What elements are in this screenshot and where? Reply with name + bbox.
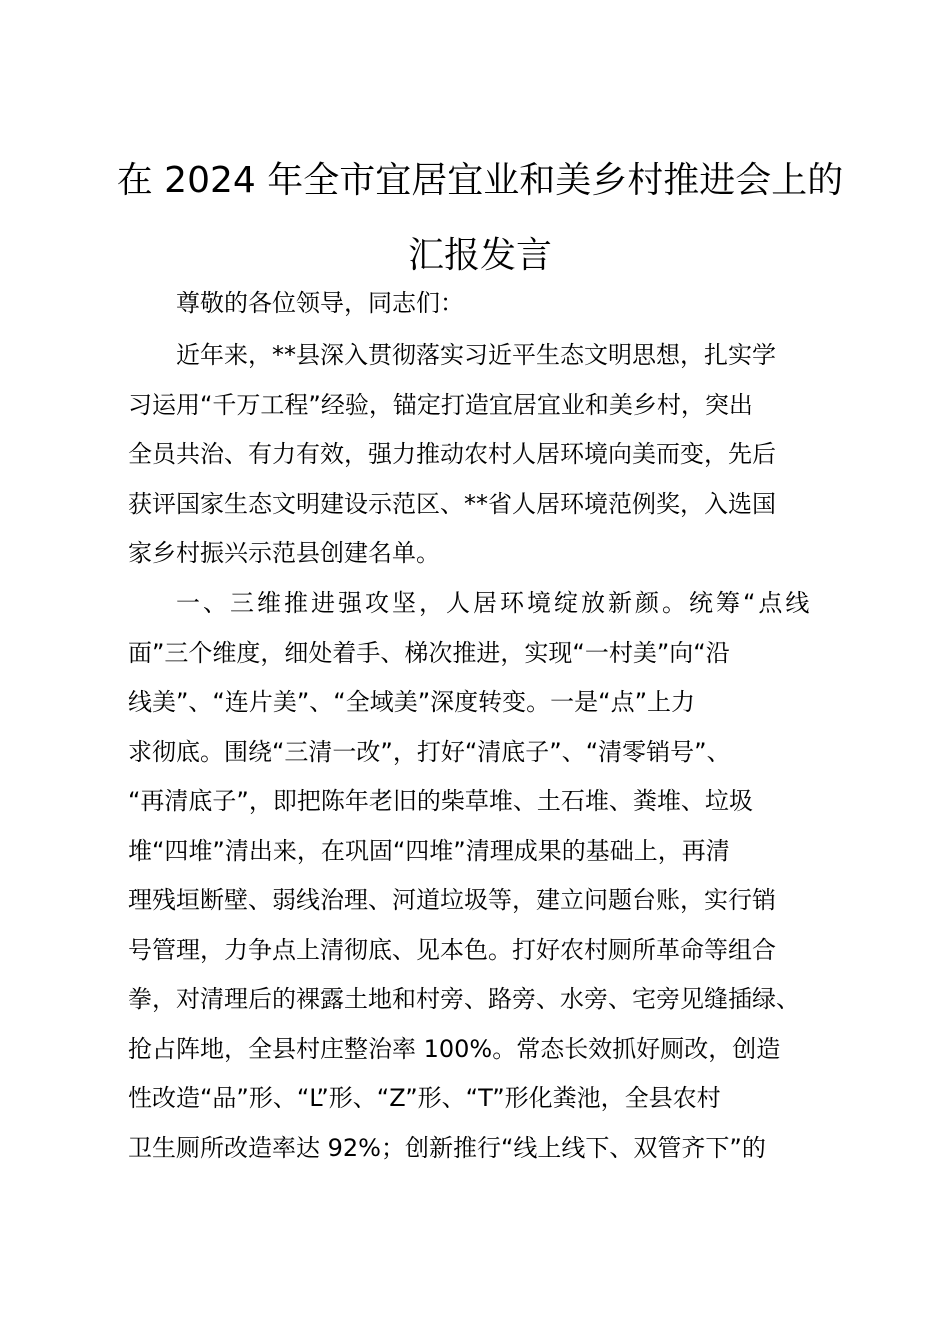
document-title-line-2: 汇报发言 [407, 235, 552, 276]
paragraph-line: 拳，对清理后的裸露土地和村旁、路旁、水旁、宅旁见缝插绿、 [128, 985, 800, 1013]
paragraph-line: 习运用“千万工程”经验，锚定打造宜居宜业和美乡村，突出 [128, 390, 753, 419]
paragraph-1 [128, 331, 828, 579]
greeting-text: 尊敬的各位领导，同志们： [176, 289, 464, 317]
paragraph-line: 抢占阵地，全县村庄整治率 100%。常态长效抓好厕改，创造 [128, 1034, 781, 1063]
paragraph-line: “再清底子”，即把陈年老旧的柴草堆、土石堆、粪堆、垃圾 [128, 787, 753, 815]
paragraph-line: 求彻底。围绕“三清一改”，打好“清底子”、“清零销号”、 [128, 737, 731, 766]
paragraph-line: 全员共治、有力有效，强力推动农村人居环境向美而变，先后 [128, 440, 776, 468]
document-title-line-1: 在 2024 年全市宜居宜业和美乡村推进会上的 [116, 160, 844, 201]
paragraph-line: 一、三维推进强攻坚，人居环境绽放新颜。统筹“点线 [176, 589, 813, 617]
paragraph-2 [128, 579, 828, 1173]
paragraph-line: 家乡村振兴示范县创建名单。 [128, 539, 440, 567]
greeting [128, 279, 828, 329]
paragraph-line: 堆“四堆”清出来，在巩固“四堆”清理成果的基础上，再清 [128, 836, 730, 865]
paragraph-line: 线美”、“连片美”、“全域美”深度转变。一是“点”上力 [128, 688, 696, 716]
paragraph-line: 性改造“品”形、“L”形、“Z”形、“T”形化粪池，全县农村 [128, 1084, 721, 1112]
paragraph-line: 面”三个维度，细处着手、梯次推进，实现“一村美”向“沿 [128, 638, 730, 667]
paragraph-line: 号管理，力争点上清彻底、见本色。打好农村厕所革命等组合 [128, 935, 776, 964]
paragraph-line: 卫生厕所改造率达 92%；创新推行“线上线下、双管齐下”的 [128, 1133, 766, 1162]
paragraph-line: 理残垣断壁、弱线治理、河道垃圾等，建立问题台账，实行销 [128, 886, 776, 914]
paragraph-line: 近年来，**县深入贯彻落实习近平生态文明思想，扎实学 [176, 341, 776, 369]
paragraph-line: 获评国家生态文明建设示范区、**省人居环境范例奖，入选国 [128, 489, 776, 518]
